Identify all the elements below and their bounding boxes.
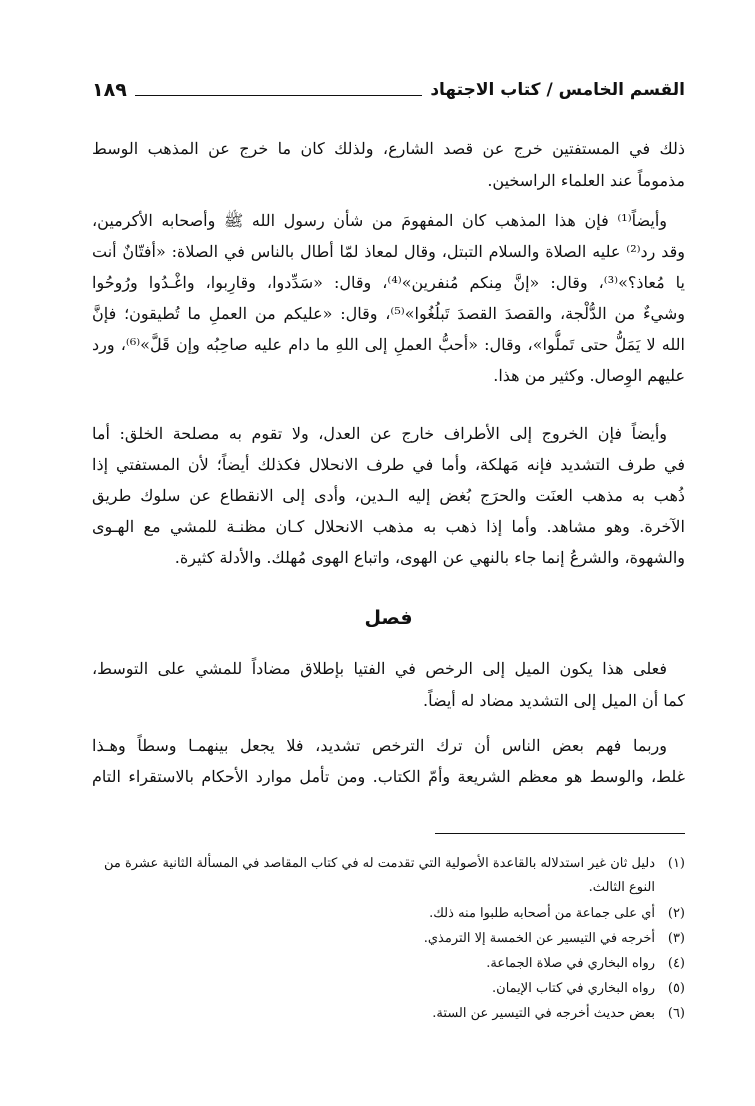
body-line: وربما فهم بعض الناس أن ترك الترخص تشديد، فلا يجعل بينهمـا وسطاً وهـذا <box>92 736 667 755</box>
header-rule <box>135 95 423 96</box>
footnote-text: رواه البخاري في صلاة الجماعة. <box>486 956 655 971</box>
footnote-text: النوع الثالث. <box>588 880 655 895</box>
body-line: في طرف التشديد فإنه مَهلكة، وأما في طرف الانحلال فكذلك أيضاً؛ لأن المستفتي إذا <box>92 455 685 474</box>
body-line: مذموماً عند العلماء الراسخين. <box>487 171 685 190</box>
body-line: يا مُعاذ؟»⁽³⁾، وقال: «إنَّ مِنكم مُنفرين»⁽⁴⁾، وقال: «سَدِّدوا، وقارِبوا، واغْـدُوا ورُوحُوا <box>92 273 685 292</box>
body-line: وقد رد⁽²⁾ عليه الصلاة والسلام التبتل، وقال لمعاذ لمّا أطال بالناس في الصلاة: «أفتّانٌ أنت <box>92 242 685 261</box>
body-line: وشيءٌ من الدُّلْجة، والقصدَ القصدَ تَبلُغُوا»⁽⁵⁾، وقال: «عليكم من العملِ ما تُطيقون؛ فإنَّ <box>92 304 685 323</box>
footnote-text: أخرجه في التيسير عن الخمسة إلا الترمذي. <box>423 931 655 946</box>
body-line: الآخرة. وهو مشاهد. وأما إذا ذهب به مذهب الانحلال كـان مظنـة للمشي مع الهـوى <box>92 517 685 536</box>
footnote-text: رواه البخاري في كتاب الإيمان. <box>492 981 655 996</box>
footnote <box>92 852 685 876</box>
body-line: غلط، والوسط هو معظم الشريعة وأمّ الكتاب. ومن تأمل موارد الأحكام بالاستقراء التام <box>92 767 685 786</box>
footnote-text: بعض حديث أخرجه في التيسير عن الستة. <box>432 1006 655 1021</box>
footnote <box>92 977 685 1001</box>
footnote-text: دليل ثان غير استدلاله بالقاعدة الأصولية التي تقدمت له في كتاب المقاصد في المسألة الثانية عشرة من <box>103 856 655 871</box>
body-line: ذلك في المستفتين خرج عن قصد الشارع، ولذلك كان ما خرج عن المذهب الوسط <box>92 139 685 158</box>
footnote-number: (٥) <box>667 981 685 996</box>
footnote <box>92 876 685 900</box>
page-number: ١٨٩ <box>92 79 127 101</box>
running-header <box>92 72 685 102</box>
footnote <box>92 927 685 951</box>
footnote <box>92 902 685 926</box>
body-line: ذُهب به مذهب العنَت والحرَج بُغض إليه الـدين، وأدى إلى الانقطاع عن سلوك طريق <box>92 486 685 505</box>
footnote-text: أي على جماعة من أصحابه طلبوا منه ذلك. <box>429 906 655 921</box>
running-header-title: القسم الخامس / كتاب الاجتهاد <box>430 80 685 100</box>
footnote <box>92 952 685 976</box>
body-line: وأيضاً فإن الخروج إلى الأطراف خارج عن العدل، ولا تقوم به مصلحة الخلق: أما <box>92 424 667 443</box>
footnote-number: (١) <box>667 856 685 871</box>
body-line: عليهم الوِصال. وكثير من هذا. <box>493 366 685 385</box>
footnote-number <box>655 876 685 900</box>
footnote-number: (٣) <box>667 931 685 946</box>
footnote-number: (٢) <box>667 906 685 921</box>
footnote-number: (٦) <box>667 1006 685 1021</box>
body-line: وأيضاً⁽¹⁾ فإن هذا المذهب كان المفهومَ من شأن رسول الله ﷺ وأصحابه الأكرمين، <box>92 211 667 230</box>
footnote-number: (٤) <box>667 956 685 971</box>
body-line: الله لا يَمَلُّ حتى تَملُّوا»، وقال: «أحبُّ العملِ إلى اللهِ ما دام عليه صاحِبُه وإن قَلَّ»⁽⁶⁾، ورد <box>92 335 685 354</box>
section-heading: فصل <box>364 607 413 629</box>
body-line: فعلى هذا يكون الميل إلى الرخص في الفتيا بإطلاق مضاداً للمشي على التوسط، <box>92 659 667 678</box>
body-line: والشهوة، والشرعُ إنما جاء بالنهي عن الهوى، واتباع الهوى مُهلك. والأدلة كثيرة. <box>174 548 685 567</box>
footnote <box>92 1002 685 1026</box>
body-line: كما أن الميل إلى التشديد مضاد له أيضاً. <box>422 691 685 710</box>
footnote-rule <box>435 833 685 834</box>
